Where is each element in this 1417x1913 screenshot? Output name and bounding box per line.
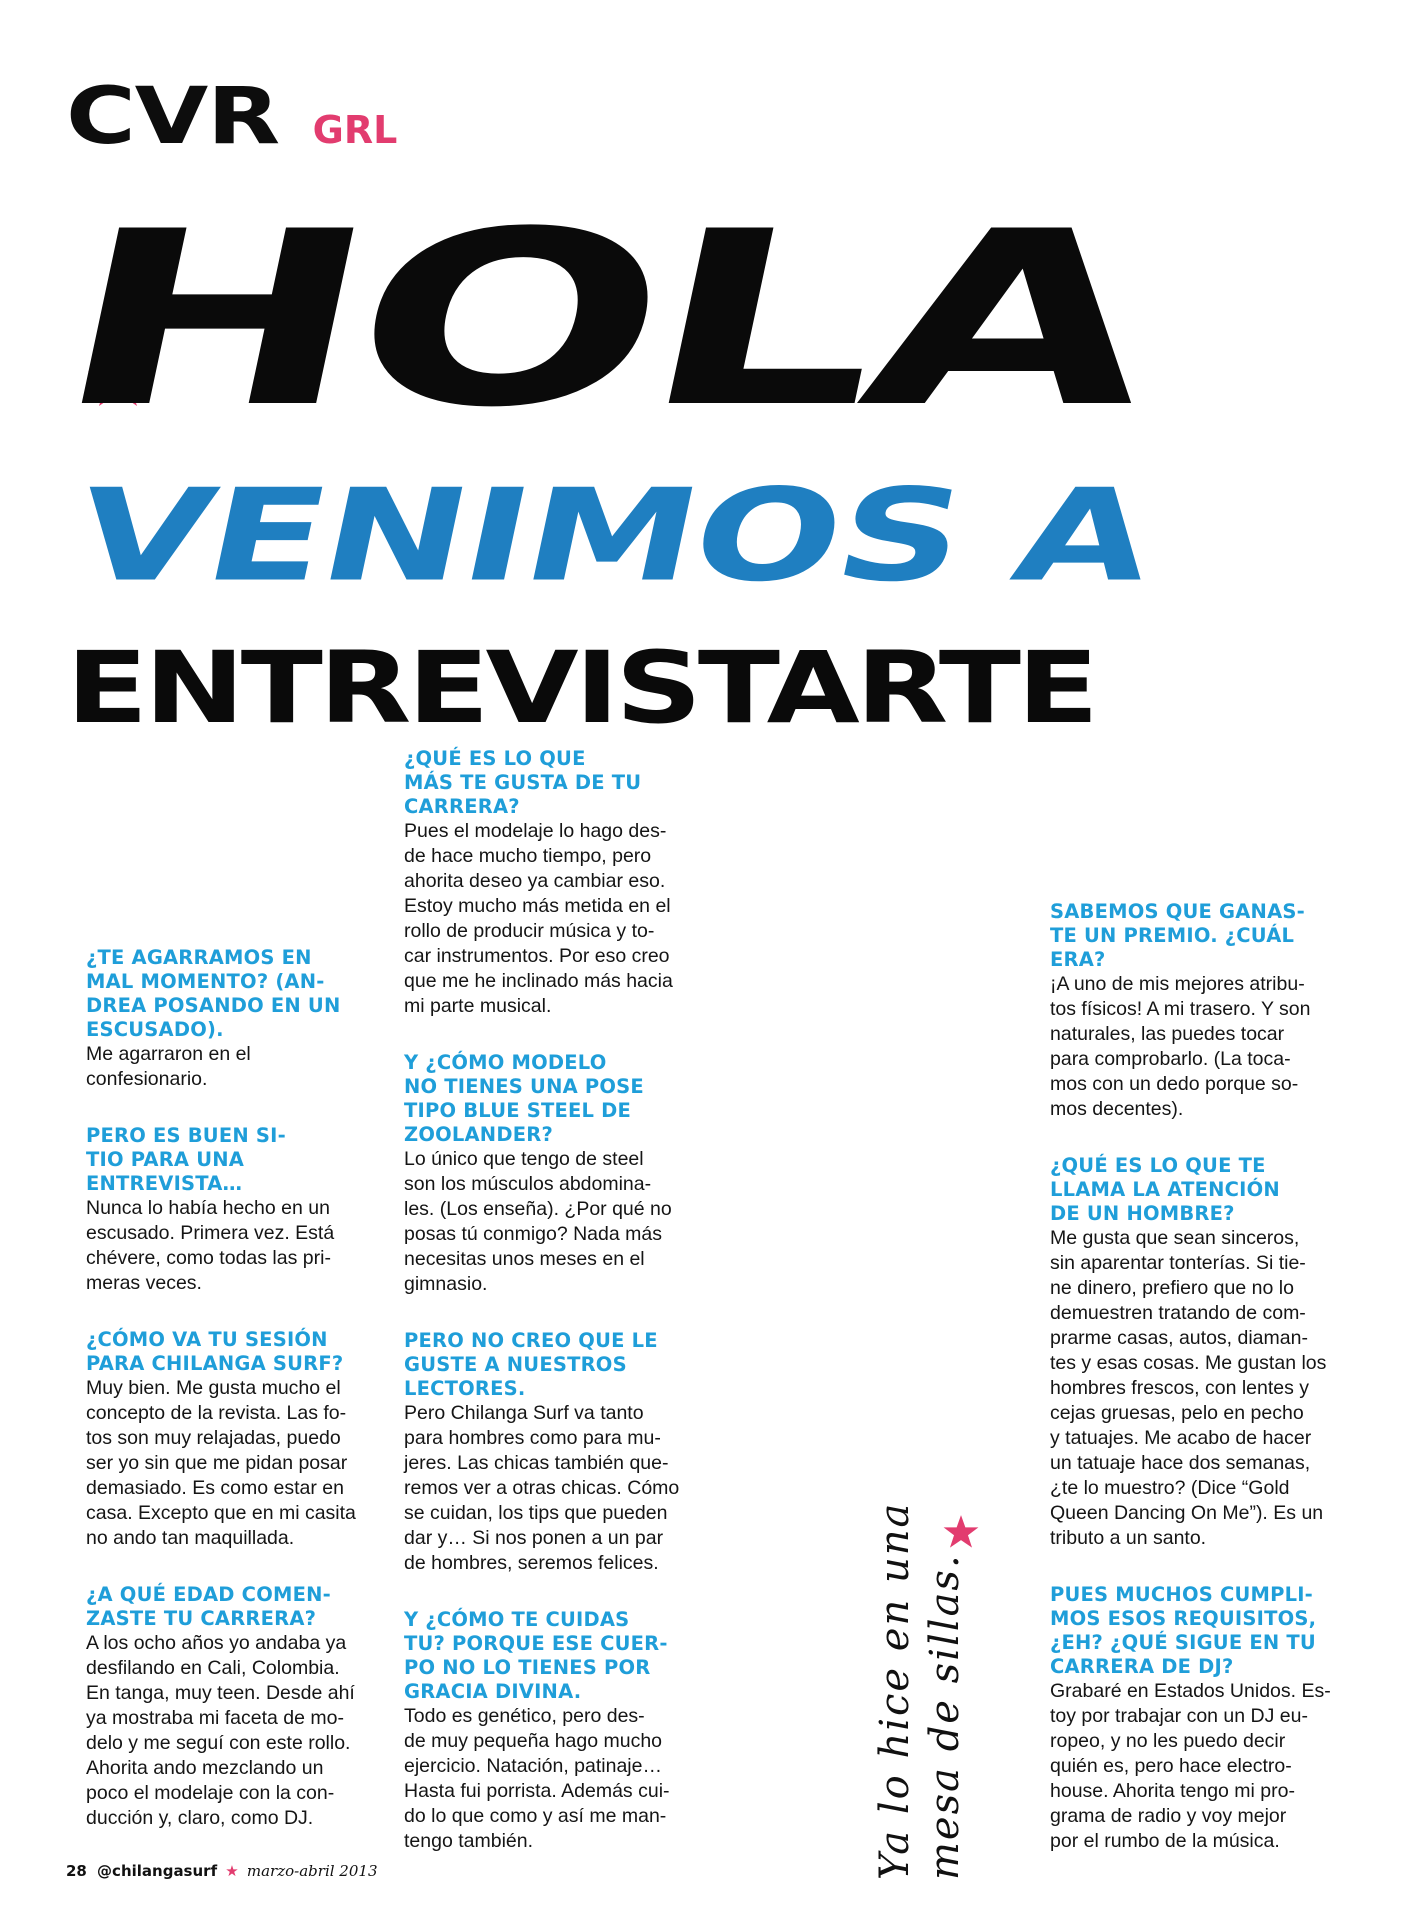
answer: Me agarraron en el confesionario. bbox=[86, 1043, 251, 1090]
page-number: 28 bbox=[66, 1862, 87, 1880]
question: PERO NO CREO QUE LE GUSTE A NUESTROS LECTORES. bbox=[404, 1329, 658, 1400]
article-column-3 bbox=[1050, 900, 1350, 1886]
qa-block bbox=[1050, 900, 1350, 1122]
answer: Pues el modelaje lo hago des- de hace mucho tiempo, pero ahorita deseo ya cambiar eso. Estoy mucho más metida en el rollo de producir música y to- car instrumentos. Por eso creo que me he inclinado más hacia mi parte musical. bbox=[404, 820, 673, 1017]
footer-star-icon: ★ bbox=[225, 1863, 239, 1880]
section-logo-grl: GRL bbox=[312, 108, 398, 152]
answer: Pero Chilanga Surf va tanto para hombres como para mu- jeres. Las chicas también que- remos ver a otras chicas. Cómo se cuidan, los tips que pueden dar y… Si nos ponen a un par de hombres, seremos felices. bbox=[404, 1402, 680, 1574]
question: Y ¿CÓMO TE CUIDAS TU? PORQUE ESE CUER- PO NO LO TIENES POR GRACIA DIVINA. bbox=[404, 1608, 668, 1703]
pull-quote: Ya lo hice en una mesa de sillas. bbox=[872, 1501, 968, 1880]
question: ¿QUÉ ES LO QUE MÁS TE GUSTA DE TU CARRERA? bbox=[404, 747, 642, 818]
answer: ¡A uno de mis mejores atribu- tos físicos! A mi trasero. Y son naturales, las puedes tocar para comprobarlo. (La toca- mos con un dedo porque so- mos decentes). bbox=[1050, 973, 1311, 1120]
answer: A los ocho años yo andaba ya desfilando en Cali, Colombia. En tanga, muy teen. Desde ahí ya mostraba mi faceta de mo- delo y me seguí con este rollo. Ahorita ando mezclando un poco el modelaje con la con- ducción y, claro, como DJ. bbox=[86, 1632, 355, 1829]
pull-quote-star-icon bbox=[942, 1514, 980, 1550]
qa-block bbox=[404, 1329, 694, 1576]
qa-block bbox=[86, 946, 376, 1092]
headline-line-2: VENIMOS A bbox=[62, 461, 1165, 610]
answer: Muy bien. Me gusta mucho el concepto de la revista. Las fo- tos son muy relajadas, puedo ser yo sin que me pidan posar demasiado. Es como estar en casa. Excepto que en mi casita no ando tan maquillada. bbox=[86, 1377, 356, 1549]
question: Y ¿CÓMO MODELO NO TIENES UNA POSE TIPO BLUE STEEL DE ZOOLANDER? bbox=[404, 1051, 644, 1146]
section-logo bbox=[66, 72, 398, 162]
question: SABEMOS QUE GANAS- TE UN PREMIO. ¿CUÁL ERA? bbox=[1050, 900, 1305, 971]
question: ¿TE AGARRAMOS EN MAL MOMENTO? (AN- DREA POSANDO EN UN ESCUSADO). bbox=[86, 946, 341, 1041]
article-column-2 bbox=[404, 747, 694, 1886]
qa-block bbox=[86, 1583, 376, 1831]
question: ¿QUÉ ES LO QUE TE LLAMA LA ATENCIÓN DE UN HOMBRE? bbox=[1050, 1154, 1280, 1225]
social-handle: @chilangasurf bbox=[97, 1862, 218, 1880]
qa-block bbox=[404, 1608, 694, 1854]
question: PERO ES BUEN SI- TIO PARA UNA ENTREVISTA… bbox=[86, 1124, 286, 1195]
issue-date: marzo-abril 2013 bbox=[246, 1862, 378, 1880]
page-footer bbox=[66, 1862, 377, 1880]
qa-block bbox=[404, 1051, 694, 1297]
qa-block bbox=[86, 1328, 376, 1551]
headline-line-1: HOLA bbox=[36, 179, 1172, 461]
answer: Grabaré en Estados Unidos. Es- toy por trabajar con un DJ eu- ropeo, y no les puedo decir quién es, pero hace electro- house. Ahorita tengo mi pro- grama de radio y voy mejor por el rumbo de la música. bbox=[1050, 1680, 1331, 1852]
section-logo-cvr: CVR bbox=[66, 72, 280, 162]
qa-block bbox=[1050, 1154, 1350, 1551]
qa-block bbox=[404, 747, 694, 1019]
question: ¿A QUÉ EDAD COMEN- ZASTE TU CARRERA? bbox=[86, 1583, 331, 1630]
qa-block bbox=[1050, 1583, 1350, 1854]
answer: Me gusta que sean sinceros, sin aparentar tonterías. Si tie- ne dinero, prefiero que no lo demuestren tratando de com- prarme casas, autos, diaman- tes y esas cosas. Me gustan los hombres frescos, con lentes y cejas gruesas, pelo en pecho y tatuajes. Me acabo de hacer un tatuaje hace dos semanas, ¿te lo muestro? (Dice “Gold Queen Dancing On Me”). Es un tributo a un santo. bbox=[1050, 1227, 1327, 1549]
answer: Todo es genético, pero des- de muy pequeña hago mucho ejercicio. Natación, patinaje… Hasta fui porrista. Además cui- do lo que como y así me man- tengo también. bbox=[404, 1705, 670, 1852]
article-column-1 bbox=[86, 946, 376, 1863]
answer: Lo único que tengo de steel son los músculos abdomina- les. (Los enseña). ¿Por qué no posas tú conmigo? Nada más necesitas unos meses en el gimnasio. bbox=[404, 1148, 672, 1295]
question: PUES MUCHOS CUMPLI- MOS ESOS REQUISITOS, ¿EH? ¿QUÉ SIGUE EN TU CARRERA DE DJ? bbox=[1050, 1583, 1317, 1678]
answer: Nunca lo había hecho en un escusado. Primera vez. Está chévere, como todas las pri- meras veces. bbox=[86, 1197, 335, 1294]
question: ¿CÓMO VA TU SESIÓN PARA CHILANGA SURF? bbox=[86, 1328, 344, 1375]
headline-line-3: ENTREVISTARTE bbox=[66, 629, 1096, 746]
qa-block bbox=[86, 1124, 376, 1296]
